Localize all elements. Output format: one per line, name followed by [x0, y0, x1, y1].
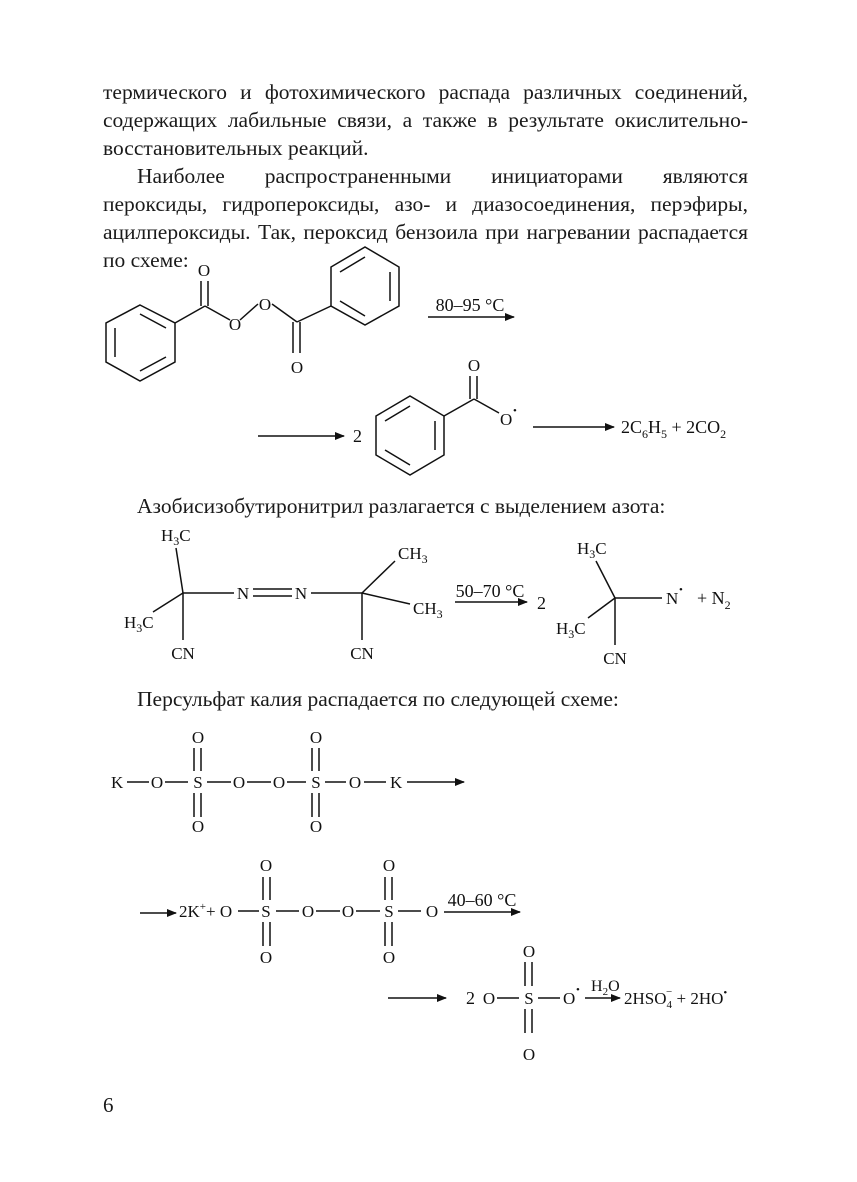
potassium-persulfate-structure	[127, 748, 386, 817]
methyl-group: $H_3C$	[161, 526, 191, 548]
atom-o: O	[272, 773, 286, 792]
atom-o: O	[309, 817, 323, 836]
radical-dot: •	[513, 405, 517, 417]
atom-o: O	[467, 356, 481, 375]
benzoyloxy-ring	[376, 396, 444, 475]
benzoyl-peroxide-structure	[106, 247, 399, 381]
methyl-group: $H_3C$	[124, 613, 154, 635]
products-text: $2C_6H_5 + 2CO_2$	[621, 417, 727, 441]
stoichiometric-coefficient: 2	[353, 426, 362, 446]
atom-o: O	[341, 902, 355, 921]
stoichiometric-coefficient: 2	[537, 593, 546, 613]
caption-persulfate: Персульфат калия распадается по следующей схеме:	[137, 687, 619, 711]
atom-o: O	[232, 773, 246, 792]
stoichiometric-coefficient: 2	[466, 988, 475, 1008]
atom-o: O	[309, 728, 323, 747]
paragraph-continued: термического и фотохимического распада различных соединений, содержащих лабильные связи, а также в результате окислительно-восстановительных реакций.	[103, 80, 748, 160]
atom-o: O	[348, 773, 362, 792]
aibn-structure	[153, 548, 410, 640]
atom-o: O	[197, 261, 211, 280]
nitrile-group: CN	[350, 644, 374, 663]
atom-o: O	[258, 295, 272, 314]
nitrile-group: CN	[603, 649, 627, 668]
atom-k: K	[111, 773, 124, 792]
condition-temperature: 40–60 °C	[447, 890, 517, 910]
condition-temperature: 80–95 °C	[435, 295, 505, 315]
atom-s: S	[311, 773, 321, 792]
atom-s: S	[524, 989, 534, 1008]
atom-o: O	[425, 902, 439, 921]
atom-o: O	[150, 773, 164, 792]
methyl-group: $H_3C$	[556, 619, 586, 641]
condition-temperature: 50–70 °C	[455, 581, 525, 601]
atom-o: O	[228, 315, 242, 334]
methyl-group: $CH_3$	[398, 544, 428, 566]
atom-o: O	[290, 358, 304, 377]
paragraph-initiators: Наиболее распространенными инициаторами являются пероксиды, гидропероксиды, азо- и диазосоединения, перэфиры, ацилпероксиды. Так, пероксид бензоила при нагревании распадается по схеме:	[103, 164, 748, 272]
atom-n: N	[294, 584, 308, 603]
atom-o: O	[563, 989, 576, 1008]
atom-o: O	[191, 817, 205, 836]
radical-dot: •	[679, 584, 683, 596]
methyl-group: $H_3C$	[577, 539, 607, 561]
atom-s: S	[261, 902, 271, 921]
radical-dot: •	[576, 984, 580, 996]
right-benzene-ring	[331, 247, 399, 325]
nitrogen-product: + $N_2$	[697, 588, 731, 612]
atom-o: O	[259, 948, 273, 967]
atom-o: O	[191, 728, 205, 747]
atom-o: O	[301, 902, 315, 921]
page-number: 6	[103, 1093, 114, 1117]
atom-k: K	[390, 773, 403, 792]
atom-o: O	[482, 989, 496, 1008]
atom-o: O	[259, 856, 273, 875]
potassium-ions: 2K++ O	[179, 901, 233, 921]
atom-s: S	[384, 902, 394, 921]
atom-n: N	[666, 589, 679, 608]
atom-s: S	[193, 773, 203, 792]
atom-o: O	[522, 1045, 536, 1064]
atom-o: O	[382, 948, 396, 967]
benzoyloxy-radical-structure	[376, 376, 499, 475]
atom-o: O	[522, 942, 536, 961]
atom-o: O	[500, 410, 513, 429]
caption-aibn: Азобисизобутиронитрил разлагается с выделением азота:	[137, 494, 666, 518]
atom-o: O	[382, 856, 396, 875]
left-benzene-ring	[106, 305, 175, 381]
sulfate-products: $2HSO_4- + 2HO^•$	[624, 986, 728, 1011]
water-condition: $H_2O$	[591, 978, 620, 998]
atom-n: N	[236, 584, 250, 603]
methyl-group: $CH_3$	[413, 599, 443, 621]
cyanoisopropyl-radical-structure	[588, 561, 662, 645]
nitrile-group: CN	[171, 644, 195, 663]
